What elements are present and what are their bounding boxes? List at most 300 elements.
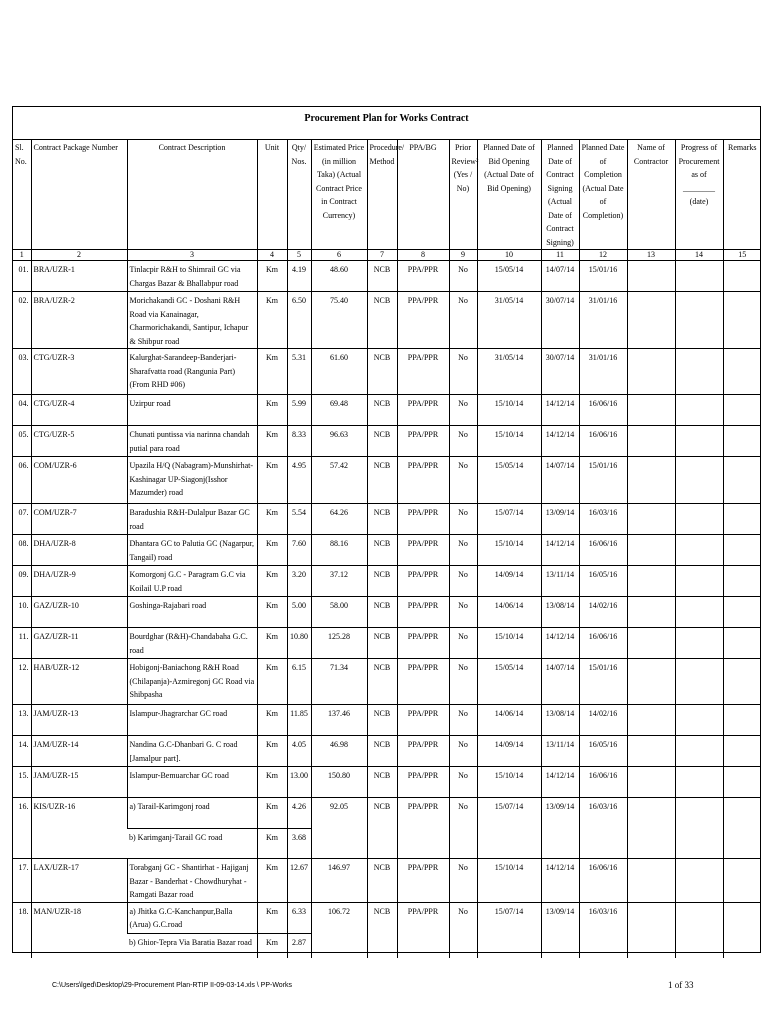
contract-description: Kalurghat-Sarandeep-Banderjari-Sharafvatta road (Rangunia Part) (From RHD #06)	[127, 349, 257, 395]
estimated-price-cell: 125.28	[311, 628, 367, 659]
progress-cell	[675, 535, 723, 566]
completion-date-cell: 31/01/16	[579, 292, 627, 349]
footer-page-number: 1 of 33	[668, 980, 694, 990]
contractor-name-cell	[627, 504, 675, 535]
contract-description: Islampur-Bemuarchar GC road	[127, 767, 257, 798]
contractor-name-cell	[627, 395, 675, 426]
row-serial-number: 15.	[13, 767, 31, 798]
table-body	[13, 250, 761, 959]
unit-cell: Km	[257, 426, 287, 457]
column-header: Qty/ Nos.	[287, 139, 311, 250]
column-number-cell: 3	[127, 250, 257, 261]
unit-cell: Km	[257, 628, 287, 659]
contractor-name-cell	[627, 628, 675, 659]
remarks-cell	[723, 395, 761, 426]
bid-opening-date-cell: 14/09/14	[477, 736, 541, 767]
estimated-price-cell: 75.40	[311, 292, 367, 349]
table-row	[13, 736, 761, 767]
completion-date-cell: 16/03/16	[579, 902, 627, 958]
table-row	[13, 292, 761, 349]
contract-package-number: MAN/UZR-18	[31, 902, 127, 958]
completion-date-cell: 16/06/16	[579, 767, 627, 798]
row-serial-number: 06.	[13, 457, 31, 504]
prior-review-cell: No	[449, 292, 477, 349]
table-row	[13, 566, 761, 597]
remarks-cell	[723, 659, 761, 705]
table-row	[13, 535, 761, 566]
completion-date-cell: 15/01/16	[579, 659, 627, 705]
prior-review-cell: No	[449, 736, 477, 767]
quantity-cell: 4.95	[287, 457, 311, 504]
estimated-price-cell: 96.63	[311, 426, 367, 457]
column-number-cell: 14	[675, 250, 723, 261]
remarks-cell	[723, 535, 761, 566]
column-header: Remarks	[723, 139, 761, 250]
bid-opening-date-cell: 15/10/14	[477, 628, 541, 659]
table-row	[13, 798, 761, 829]
column-number-cell: 4	[257, 250, 287, 261]
contract-signing-date-cell: 14/12/14	[541, 426, 579, 457]
prior-review-cell: No	[449, 767, 477, 798]
contract-signing-date-cell: 13/08/14	[541, 597, 579, 628]
table-row	[13, 597, 761, 628]
quantity-cell: 8.33	[287, 426, 311, 457]
table-row	[13, 395, 761, 426]
contractor-name-cell	[627, 426, 675, 457]
ppa-bg-cell: PPA/PPR	[397, 659, 449, 705]
row-serial-number: 13.	[13, 705, 31, 736]
bid-opening-date-cell: 14/06/14	[477, 597, 541, 628]
estimated-price-cell: 61.60	[311, 349, 367, 395]
completion-date-cell: 14/02/16	[579, 705, 627, 736]
contractor-name-cell	[627, 261, 675, 292]
contract-description: b) Ghior-Tepra Via Baratia Bazar road	[127, 933, 257, 958]
quantity-cell: 12.67	[287, 859, 311, 903]
bid-opening-date-cell: 15/07/14	[477, 798, 541, 859]
contract-description: Tinlacpir R&H to Shimrail GC via Chargas Bazar & Bhallabpur road	[127, 261, 257, 292]
ppa-bg-cell: PPA/PPR	[397, 705, 449, 736]
procurement-method-cell: NCB	[367, 798, 397, 859]
unit-cell: Km	[257, 597, 287, 628]
table-row	[13, 859, 761, 903]
column-header: PPA/BG	[397, 139, 449, 250]
quantity-cell: 11.85	[287, 705, 311, 736]
quantity-cell: 5.31	[287, 349, 311, 395]
bid-opening-date-cell: 15/10/14	[477, 426, 541, 457]
procurement-method-cell: NCB	[367, 767, 397, 798]
procurement-method-cell: NCB	[367, 859, 397, 903]
prior-review-cell: No	[449, 628, 477, 659]
bid-opening-date-cell: 15/10/14	[477, 535, 541, 566]
quantity-cell: 6.33	[287, 902, 311, 933]
remarks-cell	[723, 705, 761, 736]
prior-review-cell: No	[449, 859, 477, 903]
remarks-cell	[723, 261, 761, 292]
column-header: Planned Date of Contract Signing (Actual Date of Contract Signing)	[541, 139, 579, 250]
ppa-bg-cell: PPA/PPR	[397, 426, 449, 457]
quantity-cell: 5.99	[287, 395, 311, 426]
ppa-bg-cell: PPA/PPR	[397, 349, 449, 395]
bid-opening-date-cell: 14/06/14	[477, 705, 541, 736]
row-serial-number: 10.	[13, 597, 31, 628]
progress-cell	[675, 292, 723, 349]
contractor-name-cell	[627, 535, 675, 566]
quantity-cell: 4.05	[287, 736, 311, 767]
row-serial-number: 09.	[13, 566, 31, 597]
contract-signing-date-cell: 14/07/14	[541, 659, 579, 705]
completion-date-cell: 14/02/16	[579, 597, 627, 628]
table-row	[13, 902, 761, 933]
unit-cell: Km	[257, 859, 287, 903]
quantity-cell: 3.20	[287, 566, 311, 597]
contract-description: Baradushia R&H-Dulalpur Bazar GC road	[127, 504, 257, 535]
remarks-cell	[723, 798, 761, 859]
progress-cell	[675, 597, 723, 628]
column-header: Name of Contractor	[627, 139, 675, 250]
completion-date-cell: 16/06/16	[579, 395, 627, 426]
column-header: Sl. No.	[15, 143, 27, 166]
progress-cell	[675, 705, 723, 736]
estimated-price-cell: 71.34	[311, 659, 367, 705]
progress-cell	[675, 395, 723, 426]
quantity-cell: 13.00	[287, 767, 311, 798]
remarks-cell	[723, 736, 761, 767]
completion-date-cell: 16/03/16	[579, 798, 627, 859]
procurement-table-sheet	[12, 106, 761, 953]
unit-cell: Km	[257, 457, 287, 504]
prior-review-cell: No	[449, 566, 477, 597]
procurement-table	[13, 139, 761, 958]
ppa-bg-cell: PPA/PPR	[397, 566, 449, 597]
progress-cell	[675, 566, 723, 597]
contract-description: a) Jhitka G.C-Kanchanpur,Balla (Arua) G.C.road	[127, 902, 257, 933]
contractor-name-cell	[627, 902, 675, 958]
table-row	[13, 628, 761, 659]
progress-cell	[675, 426, 723, 457]
contractor-name-cell	[627, 798, 675, 859]
quantity-cell: 2.87	[287, 933, 311, 958]
unit-cell: Km	[257, 261, 287, 292]
contract-signing-date-cell: 14/07/14	[541, 261, 579, 292]
quantity-cell: 5.54	[287, 504, 311, 535]
unit-cell: Km	[257, 933, 287, 958]
column-number-cell: 9	[449, 250, 477, 261]
completion-date-cell: 16/06/16	[579, 426, 627, 457]
column-header: Contract Description	[127, 139, 257, 250]
contractor-name-cell	[627, 705, 675, 736]
remarks-cell	[723, 426, 761, 457]
estimated-price-cell: 69.48	[311, 395, 367, 426]
completion-date-cell: 16/05/16	[579, 566, 627, 597]
unit-cell: Km	[257, 736, 287, 767]
contract-package-number: DHA/UZR-8	[31, 535, 127, 566]
contract-description: Goshinga-Rajabari road	[127, 597, 257, 628]
progress-cell	[675, 261, 723, 292]
progress-cell	[675, 504, 723, 535]
progress-cell	[675, 628, 723, 659]
estimated-price-cell: 92.05	[311, 798, 367, 859]
bid-opening-date-cell: 15/05/14	[477, 457, 541, 504]
prior-review-cell: No	[449, 504, 477, 535]
column-number-cell: 15	[723, 250, 761, 261]
completion-date-cell: 16/06/16	[579, 859, 627, 903]
estimated-price-cell: 150.80	[311, 767, 367, 798]
header-row	[13, 139, 761, 250]
contract-package-number: KIS/UZR-16	[31, 798, 127, 859]
progress-cell	[675, 859, 723, 903]
table-row	[13, 349, 761, 395]
column-number-row	[13, 250, 761, 261]
column-number-cell: 7	[367, 250, 397, 261]
contract-package-number: CTG/UZR-3	[31, 349, 127, 395]
contract-signing-date-cell: 14/12/14	[541, 628, 579, 659]
prior-review-cell: No	[449, 261, 477, 292]
contract-signing-date-cell: 30/07/14	[541, 349, 579, 395]
column-header: Planned Date of Bid Opening (Actual Date of Bid Opening)	[477, 139, 541, 250]
contract-package-number: COM/UZR-6	[31, 457, 127, 504]
row-serial-number: 08.	[13, 535, 31, 566]
row-serial-number: 16.	[13, 798, 31, 859]
remarks-cell	[723, 349, 761, 395]
row-serial-number: 04.	[13, 395, 31, 426]
contract-description: Nandina G.C-Dhanbari G. C road [Jamalpur part].	[127, 736, 257, 767]
unit-cell: Km	[257, 705, 287, 736]
estimated-price-cell: 64.26	[311, 504, 367, 535]
procurement-method-cell: NCB	[367, 535, 397, 566]
estimated-price-cell: 37.12	[311, 566, 367, 597]
table-row	[13, 426, 761, 457]
ppa-bg-cell: PPA/PPR	[397, 628, 449, 659]
quantity-cell: 5.00	[287, 597, 311, 628]
column-header: Procedure/ Method	[367, 139, 397, 250]
contract-description: b) Karimganj-Tarail GC road	[127, 829, 257, 859]
contract-description: Bourdghar (R&H)-Chandabaha G.C. road	[127, 628, 257, 659]
bid-opening-date-cell: 31/05/14	[477, 292, 541, 349]
remarks-cell	[723, 292, 761, 349]
contract-description: Uzirpur road	[127, 395, 257, 426]
remarks-cell	[723, 457, 761, 504]
column-header: Unit	[257, 139, 287, 250]
row-serial-number: 18.	[13, 902, 31, 958]
row-serial-number: 11.	[13, 628, 31, 659]
ppa-bg-cell: PPA/PPR	[397, 798, 449, 859]
quantity-cell: 6.15	[287, 659, 311, 705]
contract-signing-date-cell: 14/12/14	[541, 859, 579, 903]
ppa-bg-cell: PPA/PPR	[397, 597, 449, 628]
contract-description: Dhantara GC to Palutia GC (Nagarpur, Tangail) road	[127, 535, 257, 566]
procurement-method-cell: NCB	[367, 504, 397, 535]
column-number-cell: 10	[477, 250, 541, 261]
quantity-cell: 3.68	[287, 829, 311, 859]
contract-description: Islampur-Jhagrarchar GC road	[127, 705, 257, 736]
row-serial-number: 07.	[13, 504, 31, 535]
column-header: Contract Package Number	[31, 139, 127, 250]
procurement-method-cell: NCB	[367, 261, 397, 292]
quantity-cell: 4.19	[287, 261, 311, 292]
contract-package-number: BRA/UZR-1	[31, 261, 127, 292]
estimated-price-cell: 46.98	[311, 736, 367, 767]
row-serial-number: 02.	[13, 292, 31, 349]
remarks-cell	[723, 628, 761, 659]
contract-signing-date-cell: 13/08/14	[541, 705, 579, 736]
table-row	[13, 705, 761, 736]
procurement-method-cell: NCB	[367, 426, 397, 457]
row-serial-number: 05.	[13, 426, 31, 457]
procurement-method-cell: NCB	[367, 705, 397, 736]
procurement-method-cell: NCB	[367, 457, 397, 504]
column-number-cell: 5	[287, 250, 311, 261]
procurement-method-cell: NCB	[367, 902, 397, 958]
unit-cell: Km	[257, 767, 287, 798]
table-title: Procurement Plan for Works Contract	[13, 107, 760, 140]
bid-opening-date-cell: 15/05/14	[477, 261, 541, 292]
contract-signing-date-cell: 14/07/14	[541, 457, 579, 504]
bid-opening-date-cell: 15/10/14	[477, 859, 541, 903]
contract-signing-date-cell: 14/12/14	[541, 395, 579, 426]
contract-description: Chunati puntissa via narinna chandah putial para road	[127, 426, 257, 457]
contract-description: Komorgonj G.C - Paragram G.C via Koilail U.P road	[127, 566, 257, 597]
prior-review-cell: No	[449, 659, 477, 705]
progress-cell	[675, 902, 723, 958]
quantity-cell: 10.80	[287, 628, 311, 659]
prior-review-cell: No	[449, 426, 477, 457]
estimated-price-cell: 58.00	[311, 597, 367, 628]
progress-cell	[675, 767, 723, 798]
progress-cell	[675, 659, 723, 705]
quantity-cell: 7.60	[287, 535, 311, 566]
contract-signing-date-cell: 13/09/14	[541, 902, 579, 958]
ppa-bg-cell: PPA/PPR	[397, 395, 449, 426]
column-header: Progress of Procurement as of ________ (date)	[675, 139, 723, 250]
ppa-bg-cell: PPA/PPR	[397, 535, 449, 566]
unit-cell: Km	[257, 566, 287, 597]
contract-description: Upazila H/Q (Nabagram)-Munshirhat-Kashinagar UP-Siagonj(Isshor Mazumder) road	[127, 457, 257, 504]
procurement-method-cell: NCB	[367, 659, 397, 705]
quantity-cell: 6.50	[287, 292, 311, 349]
column-header: Prior Review² (Yes / No)	[449, 139, 477, 250]
contract-package-number: JAM/UZR-13	[31, 705, 127, 736]
contract-signing-date-cell: 13/09/14	[541, 798, 579, 859]
row-serial-number: 01.	[13, 261, 31, 292]
progress-cell	[675, 798, 723, 859]
estimated-price-cell: 88.16	[311, 535, 367, 566]
unit-cell: Km	[257, 349, 287, 395]
unit-cell: Km	[257, 798, 287, 829]
contract-description: Morichakandi GC - Doshani R&H Road via Kanainagar, Charmorichakandi, Santipur, Ichapur & Shibpur road	[127, 292, 257, 349]
estimated-price-cell: 48.60	[311, 261, 367, 292]
contract-package-number: GAZ/UZR-11	[31, 628, 127, 659]
column-number-cell: 12	[579, 250, 627, 261]
contract-package-number: JAM/UZR-15	[31, 767, 127, 798]
contractor-name-cell	[627, 349, 675, 395]
contract-description: Torabganj GC - Shantirhat - Hajiganj Bazar - Banderhat - Chowdhuryhat - Ramgati Bazar road	[127, 859, 257, 903]
column-header: Estimated Price (in million Taka) (Actual Contract Price in Contract Currency)	[311, 139, 367, 250]
contractor-name-cell	[627, 457, 675, 504]
prior-review-cell: No	[449, 902, 477, 958]
table-row	[13, 457, 761, 504]
ppa-bg-cell: PPA/PPR	[397, 767, 449, 798]
bid-opening-date-cell: 15/10/14	[477, 395, 541, 426]
contract-package-number: GAZ/UZR-10	[31, 597, 127, 628]
bid-opening-date-cell: 15/05/14	[477, 659, 541, 705]
contract-package-number: BRA/UZR-2	[31, 292, 127, 349]
contract-signing-date-cell: 14/12/14	[541, 767, 579, 798]
contract-package-number: CTG/UZR-5	[31, 426, 127, 457]
row-serial-number: 12.	[13, 659, 31, 705]
estimated-price-cell: 57.42	[311, 457, 367, 504]
contract-signing-date-cell: 30/07/14	[541, 292, 579, 349]
contract-package-number: HAB/UZR-12	[31, 659, 127, 705]
contract-signing-date-cell: 13/11/14	[541, 736, 579, 767]
contract-package-number: LAX/UZR-17	[31, 859, 127, 903]
completion-date-cell: 16/06/16	[579, 628, 627, 659]
contract-package-number: COM/UZR-7	[31, 504, 127, 535]
completion-date-cell: 16/03/16	[579, 504, 627, 535]
unit-cell: Km	[257, 395, 287, 426]
progress-cell	[675, 457, 723, 504]
completion-date-cell: 16/05/16	[579, 736, 627, 767]
column-number-cell: 13	[627, 250, 675, 261]
table-row	[13, 504, 761, 535]
quantity-cell: 4.26	[287, 798, 311, 829]
bid-opening-date-cell: 14/09/14	[477, 566, 541, 597]
prior-review-cell: No	[449, 457, 477, 504]
contractor-name-cell	[627, 292, 675, 349]
contract-signing-date-cell: 14/12/14	[541, 535, 579, 566]
unit-cell: Km	[257, 535, 287, 566]
prior-review-cell: No	[449, 349, 477, 395]
ppa-bg-cell: PPA/PPR	[397, 859, 449, 903]
bid-opening-date-cell: 15/07/14	[477, 504, 541, 535]
procurement-method-cell: NCB	[367, 736, 397, 767]
table-row	[13, 767, 761, 798]
contract-description: Hobigonj-Baniachong R&H Road (Chilapanja)-Azmiregonj GC Road via Shibpasha	[127, 659, 257, 705]
contract-package-number: JAM/UZR-14	[31, 736, 127, 767]
bid-opening-date-cell: 15/07/14	[477, 902, 541, 958]
contract-description: a) Tarail-Karimgonj road	[127, 798, 257, 829]
table-row	[13, 261, 761, 292]
contractor-name-cell	[627, 597, 675, 628]
contractor-name-cell	[627, 566, 675, 597]
column-number-cell: 6	[311, 250, 367, 261]
column-number-cell: 1	[13, 250, 31, 261]
procurement-method-cell: NCB	[367, 349, 397, 395]
procurement-method-cell: NCB	[367, 628, 397, 659]
procurement-method-cell: NCB	[367, 395, 397, 426]
procurement-method-cell: NCB	[367, 597, 397, 628]
remarks-cell	[723, 859, 761, 903]
progress-cell	[675, 736, 723, 767]
prior-review-cell: No	[449, 798, 477, 859]
procurement-method-cell: NCB	[367, 292, 397, 349]
prior-review-cell: No	[449, 395, 477, 426]
ppa-bg-cell: PPA/PPR	[397, 902, 449, 958]
estimated-price-cell: 106.72	[311, 902, 367, 958]
table-row	[13, 659, 761, 705]
column-number-cell: 2	[31, 250, 127, 261]
unit-cell: Km	[257, 292, 287, 349]
bid-opening-date-cell: 31/05/14	[477, 349, 541, 395]
contract-signing-date-cell: 13/11/14	[541, 566, 579, 597]
contractor-name-cell	[627, 659, 675, 705]
column-number-cell: 8	[397, 250, 449, 261]
row-serial-number: 14.	[13, 736, 31, 767]
contractor-name-cell	[627, 736, 675, 767]
unit-cell: Km	[257, 829, 287, 859]
remarks-cell	[723, 504, 761, 535]
ppa-bg-cell: PPA/PPR	[397, 261, 449, 292]
remarks-cell	[723, 902, 761, 958]
